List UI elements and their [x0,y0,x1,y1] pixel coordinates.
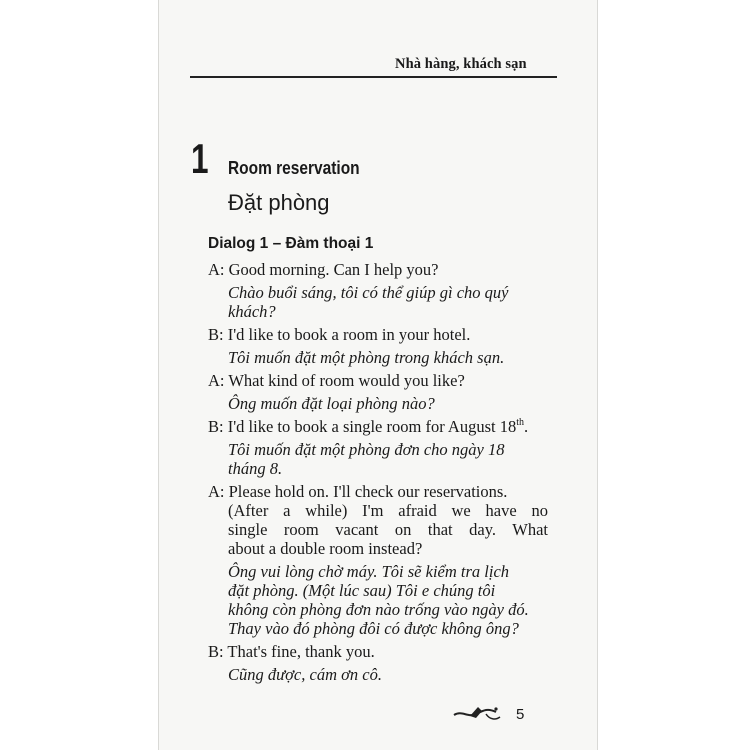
dialog-line-b-2 [208,419,528,436]
chapter-title-en: Room reservation [228,158,360,178]
translation-line-5-cont-2: không còn phòng đơn nào trống vào ngày đó. [228,600,529,619]
dialog-heading: Dialog 1 – Đàm thoại 1 [208,235,374,252]
header-rule [190,76,557,78]
translation-line-2: Tôi muốn đặt một phòng trong khách sạn. [228,348,505,367]
translation-line-5-cont-1: đặt phòng. (Một lúc sau) Tôi e chúng tôi [228,581,496,600]
chapter-number: 1 [191,135,209,182]
flourish-ornament-icon [452,702,504,724]
translation-line-5-cont-3: Thay vào đó phòng đôi có được không ông? [228,619,519,638]
running-head: Nhà hàng, khách sạn [395,56,527,72]
translation-line-6: Cũng được, cám ơn cô. [228,665,383,684]
dialog-line-a-3-cont-3: about a double room instead? [228,539,423,558]
dialog-line-a-3: A: Please hold on. I'll check our reservations. [208,482,508,501]
translation-line-4-cont: tháng 8. [228,459,283,478]
dialog-line-a-3-cont-2: single room vacant on that day. What [228,520,548,539]
translation-line-3: Ông muốn đặt loại phòng nào? [228,394,435,413]
dialog-line-b-1: B: I'd like to book a room in your hotel. [208,325,471,344]
chapter-title-vi: Đặt phòng [228,190,330,215]
translation-line-4: Tôi muốn đặt một phòng đơn cho ngày 18 [228,440,505,459]
translation-line-1-cont: khách? [228,302,276,321]
dialog-line-a-1: A: Good morning. Can I help you? [208,260,439,279]
dialog-line-b-2-period: . [523,417,529,436]
translation-line-5: Ông vui lòng chờ máy. Tôi sẽ kiểm tra lịch [228,562,510,581]
dialog-line-a-3-cont-1: (After a while) I'm afraid we have no [228,501,548,520]
dialog-line-a-2: A: What kind of room would you like? [208,371,465,390]
translation-line-1: Chào buổi sáng, tôi có thể giúp gì cho quý [228,283,509,302]
ordinal-suffix: th [516,417,524,428]
page-number: 5 [516,706,525,723]
dialog-line-b-2-text: B: I'd like to book a single room for August 18 [208,417,517,436]
dialog-line-b-3: B: That's fine, thank you. [208,642,375,661]
